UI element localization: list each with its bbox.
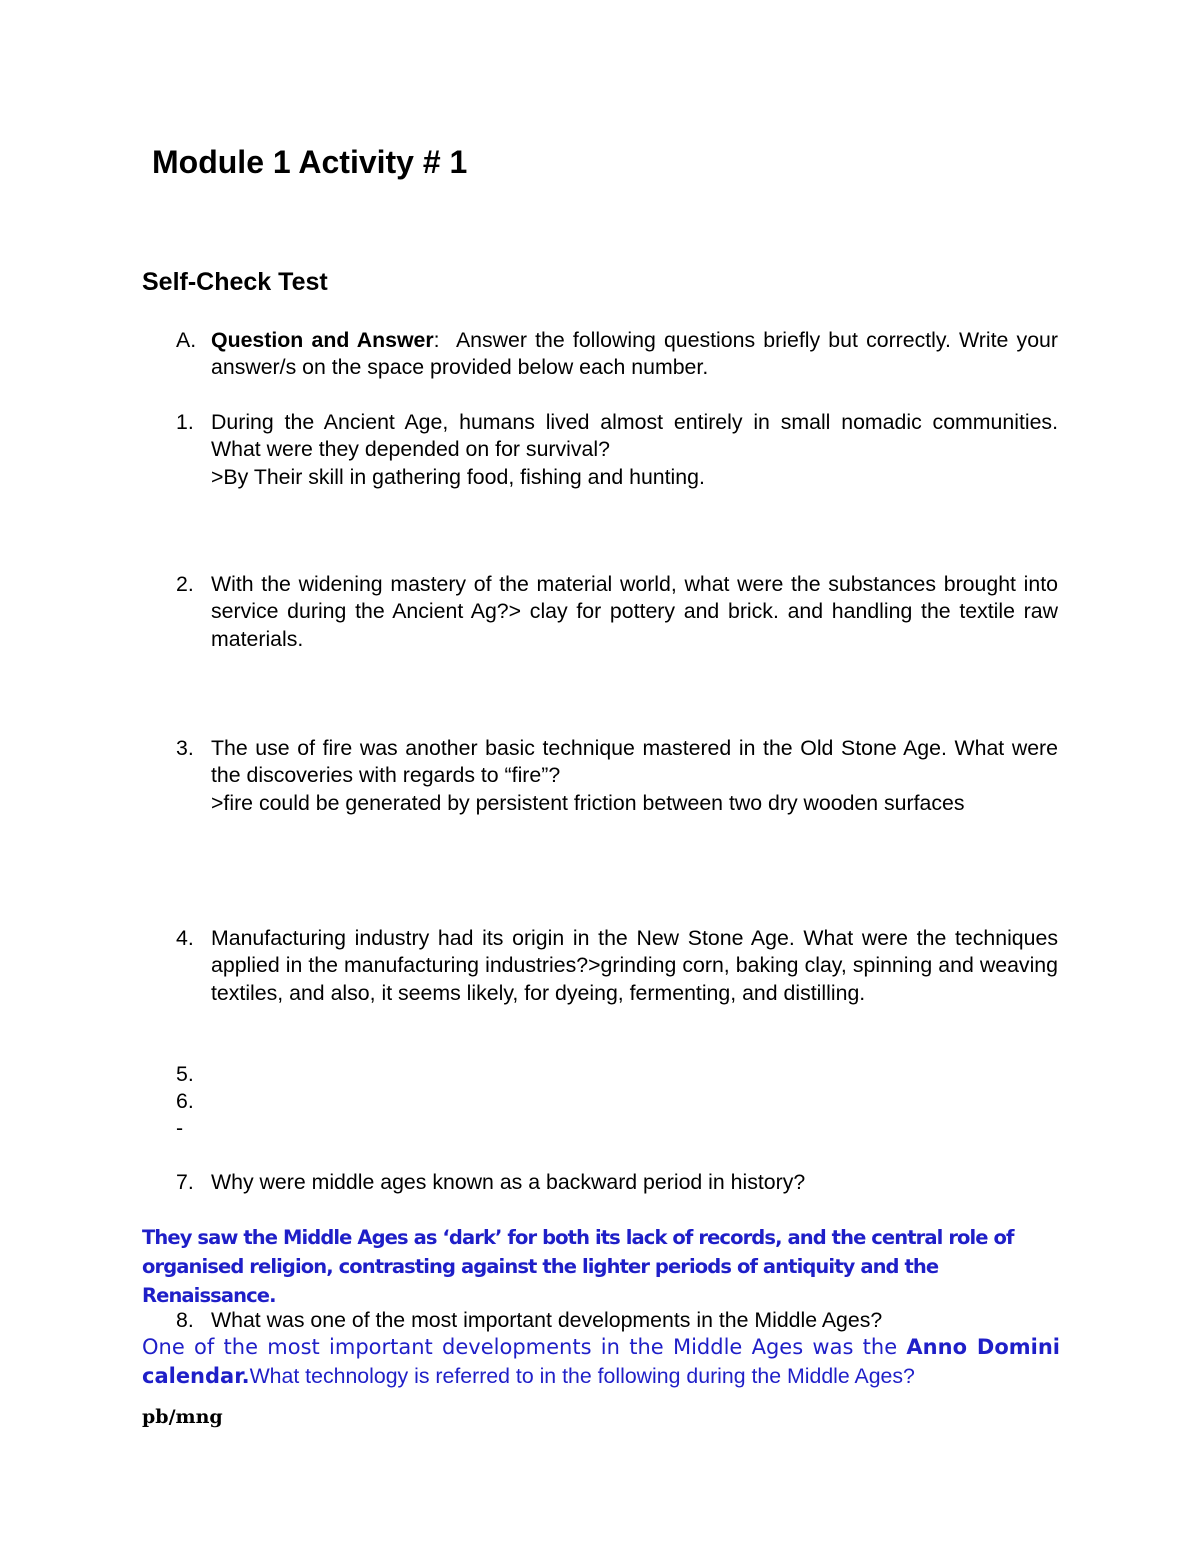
section-a-marker: A. (176, 328, 197, 352)
question-1-number: 1. (176, 410, 194, 434)
document-title: Module 1 Activity # 1 (152, 144, 468, 180)
footer-initials: pb/mng (142, 1406, 223, 1428)
question-7-answer: They saw the Middle Ages as ‘dark’ for both its lack of records, and the central role of organised religion, contrasting against the lighter periods of antiquity and the Renaissance. (142, 1226, 1014, 1307)
question-4-text: Manufacturing industry had its origin in the New Stone Age. What were the techniques applied in the manufacturing industries?>grinding corn, baking clay, spinning and weaving textiles, and also, it seems likely, for dyeing, fermenting, and distilling. (211, 926, 1058, 1005)
list-dash: - (176, 1116, 184, 1140)
question-7 (176, 1169, 1058, 1196)
question-3-number: 3. (176, 736, 194, 760)
question-8-answer-bold: Anno Domini calendar. (142, 1335, 1060, 1388)
question-7-number: 7. (176, 1170, 194, 1194)
section-a-heading: Question and Answer (211, 328, 434, 352)
question-1-text: During the Ancient Age, humans lived almost entirely in small nomadic communities. What were they depended on for survival? (211, 410, 1058, 462)
question-1-answer: >By Their skill in gathering food, fishing and hunting. (211, 464, 705, 489)
question-2-text: With the widening mastery of the material world, what were the substances brought into service during the Ancient Ag?> clay for pottery and brick. and handling the textile raw materials. (211, 572, 1058, 651)
question-8 (176, 1307, 1058, 1334)
question-2-number: 2. (176, 572, 194, 596)
question-3 (176, 735, 1058, 817)
question-1 (176, 409, 1058, 491)
question-3-text: The use of fire was another basic technique mastered in the Old Stone Age. What were the discoveries with regards to “fire”? (211, 736, 1058, 788)
question-8-text: What was one of the most important developments in the Middle Ages? (211, 1308, 883, 1332)
section-title: Self-Check Test (142, 268, 328, 296)
question-7-text: Why were middle ages known as a backward period in history? (211, 1170, 806, 1194)
question-2 (176, 571, 1058, 653)
question-6-number: 6. (176, 1089, 194, 1113)
question-8-answer (142, 1333, 1060, 1391)
question-4-number: 4. (176, 926, 194, 950)
question-8-answer-start: One of the most important developments in the Middle Ages was the (142, 1335, 907, 1359)
question-5-number: 5. (176, 1062, 194, 1086)
section-a-colon: : (433, 328, 440, 352)
question-4 (176, 925, 1058, 1007)
question-8-answer-end: What technology is referred to in the following during the Middle Ages? (249, 1364, 915, 1388)
section-a-text: Answer the following questions briefly but correctly. Write your answer/s on the space provided below each number. (211, 328, 1058, 380)
question-8-number: 8. (176, 1308, 194, 1332)
question-3-answer: >fire could be generated by persistent friction between two dry wooden surfaces (211, 790, 965, 815)
section-a-instructions (176, 327, 1058, 382)
